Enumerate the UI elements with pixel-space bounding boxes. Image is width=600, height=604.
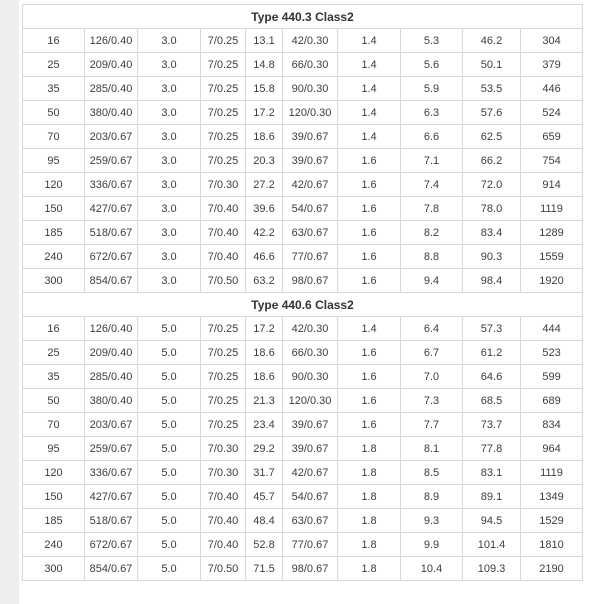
table-cell: 1.8	[338, 557, 401, 581]
page-left-gutter	[0, 0, 19, 604]
table-row	[23, 221, 583, 245]
table-cell: 50	[23, 101, 85, 125]
table-cell: 54/0.67	[283, 197, 338, 221]
table-cell: 77.8	[463, 437, 521, 461]
table-cell: 1.8	[338, 485, 401, 509]
table-cell: 240	[23, 533, 85, 557]
table-cell: 7/0.25	[201, 389, 246, 413]
table-cell: 1.6	[338, 389, 401, 413]
table-cell: 336/0.67	[85, 173, 138, 197]
table-cell: 446	[521, 77, 583, 101]
table-cell: 45.7	[246, 485, 283, 509]
table-cell: 77/0.67	[283, 533, 338, 557]
table-cell: 5.0	[138, 557, 201, 581]
table-cell: 63.2	[246, 269, 283, 293]
table-cell: 3.0	[138, 149, 201, 173]
table-cell: 7.7	[401, 413, 463, 437]
table-cell: 101.4	[463, 533, 521, 557]
table-cell: 17.2	[246, 317, 283, 341]
table-cell: 3.0	[138, 269, 201, 293]
table-cell: 39.6	[246, 197, 283, 221]
table-row	[23, 461, 583, 485]
table-cell: 1.6	[338, 341, 401, 365]
table-cell: 126/0.40	[85, 317, 138, 341]
table-cell: 23.4	[246, 413, 283, 437]
section-header-row	[23, 5, 583, 29]
table-row	[23, 485, 583, 509]
table-cell: 5.0	[138, 317, 201, 341]
table-cell: 5.6	[401, 53, 463, 77]
table-cell: 1349	[521, 485, 583, 509]
table-cell: 7/0.25	[201, 101, 246, 125]
table-cell: 3.0	[138, 77, 201, 101]
table-cell: 7/0.25	[201, 29, 246, 53]
table-cell: 14.8	[246, 53, 283, 77]
table-cell: 70	[23, 413, 85, 437]
table-row	[23, 101, 583, 125]
table-cell: 854/0.67	[85, 269, 138, 293]
table-cell: 672/0.67	[85, 245, 138, 269]
table-cell: 7/0.25	[201, 53, 246, 77]
table-cell: 95	[23, 437, 85, 461]
table-cell: 21.3	[246, 389, 283, 413]
table-cell: 203/0.67	[85, 413, 138, 437]
table-cell: 1920	[521, 269, 583, 293]
table-cell: 444	[521, 317, 583, 341]
table-cell: 46.6	[246, 245, 283, 269]
table-cell: 7.1	[401, 149, 463, 173]
table-row	[23, 149, 583, 173]
table-cell: 16	[23, 29, 85, 53]
table-cell: 31.7	[246, 461, 283, 485]
table-cell: 185	[23, 221, 85, 245]
table-cell: 3.0	[138, 29, 201, 53]
table-cell: 7/0.40	[201, 221, 246, 245]
table-cell: 5.0	[138, 365, 201, 389]
table-cell: 120/0.30	[283, 389, 338, 413]
table-cell: 5.0	[138, 461, 201, 485]
table-cell: 1.8	[338, 461, 401, 485]
table-cell: 3.0	[138, 125, 201, 149]
table-cell: 209/0.40	[85, 341, 138, 365]
table-cell: 17.2	[246, 101, 283, 125]
table-cell: 689	[521, 389, 583, 413]
table-cell: 1289	[521, 221, 583, 245]
table-cell: 42/0.67	[283, 461, 338, 485]
spec-table	[22, 4, 583, 581]
table-cell: 6.7	[401, 341, 463, 365]
table-cell: 7/0.25	[201, 77, 246, 101]
table-cell: 8.5	[401, 461, 463, 485]
table-cell: 98/0.67	[283, 557, 338, 581]
table-row	[23, 533, 583, 557]
table-cell: 120	[23, 461, 85, 485]
table-cell: 150	[23, 485, 85, 509]
table-cell: 9.4	[401, 269, 463, 293]
table-cell: 5.0	[138, 437, 201, 461]
table-row	[23, 197, 583, 221]
table-cell: 25	[23, 341, 85, 365]
table-cell: 62.5	[463, 125, 521, 149]
table-cell: 5.0	[138, 389, 201, 413]
table-cell: 35	[23, 77, 85, 101]
table-row	[23, 437, 583, 461]
table-cell: 209/0.40	[85, 53, 138, 77]
table-cell: 285/0.40	[85, 365, 138, 389]
table-cell: 98.4	[463, 269, 521, 293]
table-cell: 5.0	[138, 509, 201, 533]
table-cell: 18.6	[246, 341, 283, 365]
table-row	[23, 245, 583, 269]
table-cell: 1.6	[338, 173, 401, 197]
table-cell: 1.8	[338, 533, 401, 557]
table-cell: 109.3	[463, 557, 521, 581]
table-cell: 1.6	[338, 197, 401, 221]
table-cell: 3.0	[138, 101, 201, 125]
table-cell: 1.4	[338, 53, 401, 77]
table-cell: 89.1	[463, 485, 521, 509]
table-cell: 126/0.40	[85, 29, 138, 53]
table-cell: 304	[521, 29, 583, 53]
table-cell: 7.8	[401, 197, 463, 221]
table-cell: 7/0.40	[201, 197, 246, 221]
table-row	[23, 557, 583, 581]
table-cell: 20.3	[246, 149, 283, 173]
table-cell: 50	[23, 389, 85, 413]
table-cell: 63/0.67	[283, 221, 338, 245]
table-cell: 95	[23, 149, 85, 173]
table-cell: 18.6	[246, 125, 283, 149]
table-cell: 1.6	[338, 149, 401, 173]
table-cell: 52.8	[246, 533, 283, 557]
table-cell: 90.3	[463, 245, 521, 269]
table-cell: 524	[521, 101, 583, 125]
table-cell: 9.3	[401, 509, 463, 533]
table-cell: 659	[521, 125, 583, 149]
table-cell: 53.5	[463, 77, 521, 101]
table-cell: 3.0	[138, 221, 201, 245]
table-cell: 39/0.67	[283, 149, 338, 173]
table-cell: 9.9	[401, 533, 463, 557]
table-cell: 7/0.25	[201, 341, 246, 365]
table-cell: 35	[23, 365, 85, 389]
table-cell: 5.9	[401, 77, 463, 101]
table-cell: 27.2	[246, 173, 283, 197]
table-cell: 66.2	[463, 149, 521, 173]
table-cell: 7/0.30	[201, 173, 246, 197]
table-cell: 18.6	[246, 365, 283, 389]
table-cell: 7/0.50	[201, 269, 246, 293]
table-row	[23, 341, 583, 365]
table-cell: 6.6	[401, 125, 463, 149]
table-row	[23, 29, 583, 53]
table-cell: 66/0.30	[283, 53, 338, 77]
table-cell: 39/0.67	[283, 437, 338, 461]
table-cell: 7/0.30	[201, 461, 246, 485]
table-cell: 7/0.25	[201, 149, 246, 173]
table-cell: 7/0.50	[201, 557, 246, 581]
table-cell: 259/0.67	[85, 437, 138, 461]
table-cell: 3.0	[138, 53, 201, 77]
table-cell: 3.0	[138, 173, 201, 197]
spec-table-body	[23, 5, 583, 581]
table-cell: 1119	[521, 197, 583, 221]
table-cell: 380/0.40	[85, 101, 138, 125]
table-cell: 150	[23, 197, 85, 221]
table-cell: 3.0	[138, 197, 201, 221]
table-cell: 7/0.30	[201, 437, 246, 461]
table-cell: 1119	[521, 461, 583, 485]
table-cell: 98/0.67	[283, 269, 338, 293]
table-cell: 1.4	[338, 29, 401, 53]
table-row	[23, 125, 583, 149]
table-cell: 42/0.30	[283, 29, 338, 53]
table-cell: 13.1	[246, 29, 283, 53]
table-cell: 1.4	[338, 125, 401, 149]
table-cell: 7/0.40	[201, 509, 246, 533]
table-cell: 854/0.67	[85, 557, 138, 581]
table-cell: 94.5	[463, 509, 521, 533]
table-cell: 72.0	[463, 173, 521, 197]
table-cell: 203/0.67	[85, 125, 138, 149]
table-cell: 71.5	[246, 557, 283, 581]
table-cell: 1529	[521, 509, 583, 533]
table-cell: 1.6	[338, 245, 401, 269]
table-cell: 672/0.67	[85, 533, 138, 557]
table-cell: 64.6	[463, 365, 521, 389]
table-cell: 7.4	[401, 173, 463, 197]
table-cell: 3.0	[138, 245, 201, 269]
table-cell: 1559	[521, 245, 583, 269]
table-cell: 29.2	[246, 437, 283, 461]
table-cell: 6.4	[401, 317, 463, 341]
table-cell: 73.7	[463, 413, 521, 437]
table-cell: 57.6	[463, 101, 521, 125]
table-cell: 7/0.25	[201, 413, 246, 437]
table-cell: 7/0.25	[201, 317, 246, 341]
table-cell: 7/0.40	[201, 533, 246, 557]
table-row	[23, 317, 583, 341]
table-row	[23, 365, 583, 389]
table-cell: 185	[23, 509, 85, 533]
table-cell: 42/0.67	[283, 173, 338, 197]
table-cell: 66/0.30	[283, 341, 338, 365]
table-cell: 90/0.30	[283, 365, 338, 389]
table-cell: 8.2	[401, 221, 463, 245]
table-cell: 1810	[521, 533, 583, 557]
table-cell: 964	[521, 437, 583, 461]
table-cell: 7/0.40	[201, 485, 246, 509]
table-cell: 5.0	[138, 485, 201, 509]
table-cell: 54/0.67	[283, 485, 338, 509]
table-cell: 1.8	[338, 437, 401, 461]
section-title: Type 440.6 Class2	[23, 293, 583, 317]
table-cell: 7/0.25	[201, 125, 246, 149]
table-cell: 5.3	[401, 29, 463, 53]
table-cell: 61.2	[463, 341, 521, 365]
table-cell: 1.6	[338, 365, 401, 389]
table-cell: 120	[23, 173, 85, 197]
table-cell: 8.8	[401, 245, 463, 269]
table-cell: 10.4	[401, 557, 463, 581]
table-cell: 523	[521, 341, 583, 365]
table-cell: 83.4	[463, 221, 521, 245]
table-cell: 7/0.25	[201, 365, 246, 389]
table-cell: 1.4	[338, 101, 401, 125]
table-cell: 427/0.67	[85, 197, 138, 221]
table-row	[23, 53, 583, 77]
table-cell: 834	[521, 413, 583, 437]
table-cell: 63/0.67	[283, 509, 338, 533]
table-cell: 50.1	[463, 53, 521, 77]
table-cell: 90/0.30	[283, 77, 338, 101]
table-cell: 300	[23, 557, 85, 581]
table-row	[23, 269, 583, 293]
table-cell: 42/0.30	[283, 317, 338, 341]
table-cell: 1.4	[338, 77, 401, 101]
table-cell: 42.2	[246, 221, 283, 245]
table-cell: 518/0.67	[85, 509, 138, 533]
table-cell: 240	[23, 245, 85, 269]
table-cell: 754	[521, 149, 583, 173]
table-row	[23, 413, 583, 437]
table-cell: 78.0	[463, 197, 521, 221]
table-cell: 336/0.67	[85, 461, 138, 485]
table-row	[23, 173, 583, 197]
table-cell: 379	[521, 53, 583, 77]
table-cell: 1.6	[338, 221, 401, 245]
table-cell: 7.0	[401, 365, 463, 389]
table-cell: 914	[521, 173, 583, 197]
table-cell: 7.3	[401, 389, 463, 413]
section-header-row	[23, 293, 583, 317]
table-cell: 70	[23, 125, 85, 149]
table-cell: 15.8	[246, 77, 283, 101]
table-cell: 5.0	[138, 413, 201, 437]
section-title: Type 440.3 Class2	[23, 5, 583, 29]
table-cell: 427/0.67	[85, 485, 138, 509]
table-cell: 120/0.30	[283, 101, 338, 125]
table-cell: 8.1	[401, 437, 463, 461]
table-cell: 46.2	[463, 29, 521, 53]
table-cell: 39/0.67	[283, 125, 338, 149]
table-cell: 259/0.67	[85, 149, 138, 173]
table-cell: 57.3	[463, 317, 521, 341]
table-cell: 7/0.40	[201, 245, 246, 269]
table-cell: 599	[521, 365, 583, 389]
table-cell: 48.4	[246, 509, 283, 533]
table-cell: 5.0	[138, 341, 201, 365]
table-cell: 300	[23, 269, 85, 293]
table-row	[23, 389, 583, 413]
table-cell: 39/0.67	[283, 413, 338, 437]
table-cell: 5.0	[138, 533, 201, 557]
table-cell: 6.3	[401, 101, 463, 125]
table-cell: 83.1	[463, 461, 521, 485]
table-cell: 2190	[521, 557, 583, 581]
table-cell: 25	[23, 53, 85, 77]
table-cell: 1.4	[338, 317, 401, 341]
table-cell: 1.8	[338, 509, 401, 533]
table-cell: 77/0.67	[283, 245, 338, 269]
table-cell: 285/0.40	[85, 77, 138, 101]
table-cell: 1.6	[338, 413, 401, 437]
table-cell: 518/0.67	[85, 221, 138, 245]
table-cell: 68.5	[463, 389, 521, 413]
table-cell: 8.9	[401, 485, 463, 509]
table-row	[23, 77, 583, 101]
table-cell: 16	[23, 317, 85, 341]
table-row	[23, 509, 583, 533]
table-cell: 380/0.40	[85, 389, 138, 413]
table-cell: 1.6	[338, 269, 401, 293]
